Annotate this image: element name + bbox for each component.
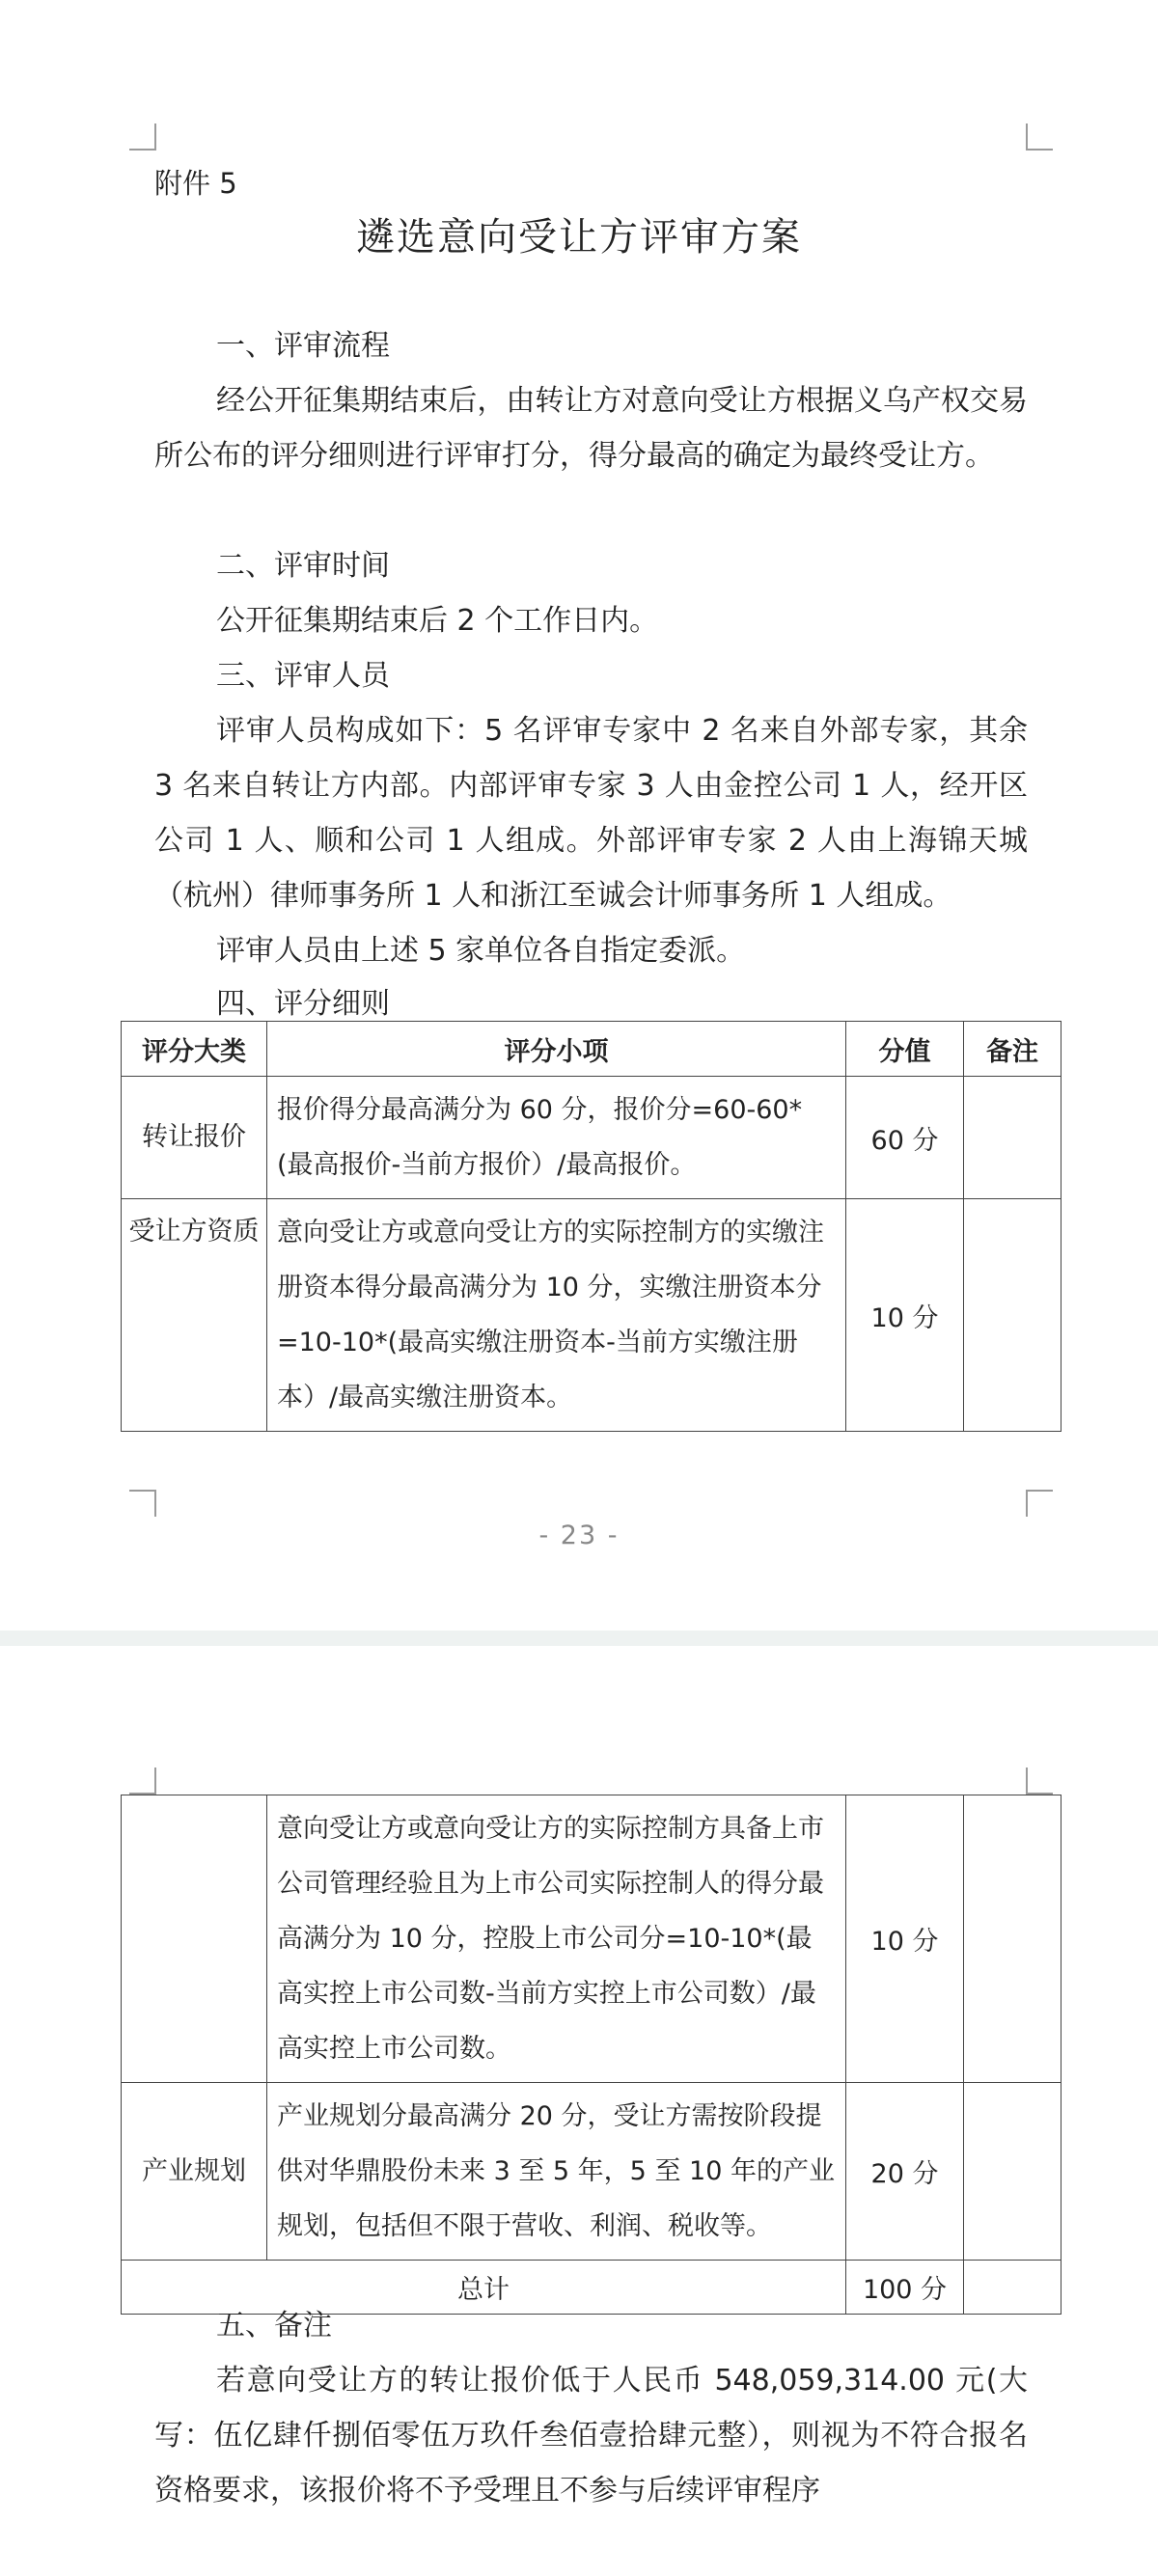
- row-item: 报价得分最高满分为 60 分，报价分=60-60*(最高报价-当前方报价）/最高报价。: [267, 1077, 846, 1199]
- row-category: [122, 1795, 267, 2083]
- total-label: 总计: [122, 2261, 846, 2315]
- row-score: 20 分: [846, 2083, 964, 2261]
- row-category: 转让报价: [122, 1077, 267, 1199]
- section-1-body: 经公开征集期结束后，由转让方对意向受让方根据义乌产权交易所公布的评分细则进行评审打分，得分最高的确定为最终受让方。: [154, 384, 1028, 473]
- section-2-heading: 二、评审时间: [216, 549, 390, 583]
- scoring-table: [121, 1021, 1062, 1432]
- crop-mark-top-left: [129, 123, 156, 151]
- section-5-body: 若意向受让方的转让报价低于人民币 548,059,314.00 元(大写：伍亿肆仟捌佰零伍万玖仟叁佰壹拾肆元整），则视为不符合报名资格要求，该报价将不予受理且不参与后续评审程序: [154, 2364, 1028, 2507]
- crop-mark-top-right: [1026, 1768, 1053, 1795]
- table-header-row: [122, 1022, 1062, 1077]
- row-score: 60 分: [846, 1077, 964, 1199]
- row-category: 产业规划: [122, 2083, 267, 2261]
- row-note: [964, 1795, 1062, 2083]
- row-item: 产业规划分最高满分 20 分，受让方需按阶段提供对华鼎股份未来 3 至 5 年，5 至 10 年的产业规划，包括但不限于营收、利润、税收等。: [267, 2083, 846, 2261]
- page-title: 遴选意向受让方评审方案: [356, 215, 802, 260]
- table-row: [122, 1795, 1062, 2083]
- row-item: 意向受让方或意向受让方的实际控制方具备上市公司管理经验且为上市公司实际控制人的得分最高满分为 10 分，控股上市公司分=10-10*(最高实控上市公司数-当前方实控上市公司数）/最高实控上市公司数。: [267, 1795, 846, 2083]
- crop-mark-top-left: [129, 1768, 156, 1795]
- header-category: 评分大类: [122, 1022, 267, 1077]
- crop-mark-top-right: [1026, 123, 1053, 151]
- row-score: 10 分: [846, 1199, 964, 1432]
- table-row: [122, 1077, 1062, 1199]
- header-item: 评分小项: [267, 1022, 846, 1077]
- section-3-body: 评审人员构成如下：5 名评审专家中 2 名来自外部专家，其余 3 名来自转让方内部。内部评审专家 3 人由金控公司 1 人，经开区公司 1 人、顺和公司 1 人组成。外部评审专家 2 人由上海锦天城（杭州）律师事务所 1 人和浙江至诚会计师事务所 1 人组成。: [154, 714, 1028, 913]
- header-note: 备注: [964, 1022, 1062, 1077]
- section-3-heading: 三、评审人员: [216, 659, 390, 693]
- page-number: - 23 -: [538, 1521, 620, 1550]
- table-row: [122, 2083, 1062, 2261]
- crop-mark-bottom-left: [129, 1490, 156, 1517]
- section-5-heading: 五、备注: [216, 2309, 332, 2343]
- total-score: 100 分: [846, 2261, 964, 2315]
- row-note: [964, 2083, 1062, 2261]
- document-page-2: [0, 1646, 1158, 2576]
- row-item: 意向受让方或意向受让方的实际控制方的实缴注册资本得分最高满分为 10 分，实缴注册资本分=10-10*(最高实缴注册资本-当前方实缴注册本）/最高实缴注册资本。: [267, 1199, 846, 1432]
- total-note: [964, 2261, 1062, 2315]
- row-note: [964, 1199, 1062, 1432]
- row-note: [964, 1077, 1062, 1199]
- section-2-body: 公开征集期结束后 2 个工作日内。: [216, 604, 659, 638]
- attachment-label: 附件 5: [154, 167, 237, 200]
- row-score: 10 分: [846, 1795, 964, 2083]
- header-score: 分值: [846, 1022, 964, 1077]
- row-category: 受让方资质: [122, 1199, 267, 1432]
- page-separator: [0, 1631, 1158, 1646]
- section-1-heading: 一、评审流程: [216, 329, 390, 363]
- scoring-table-continued: [121, 1795, 1062, 2315]
- table-row: [122, 1199, 1062, 1432]
- section-3-note: 评审人员由上述 5 家单位各自指定委派。: [216, 934, 746, 968]
- crop-mark-bottom-right: [1026, 1490, 1053, 1517]
- section-4-heading: 四、评分细则: [216, 987, 390, 1021]
